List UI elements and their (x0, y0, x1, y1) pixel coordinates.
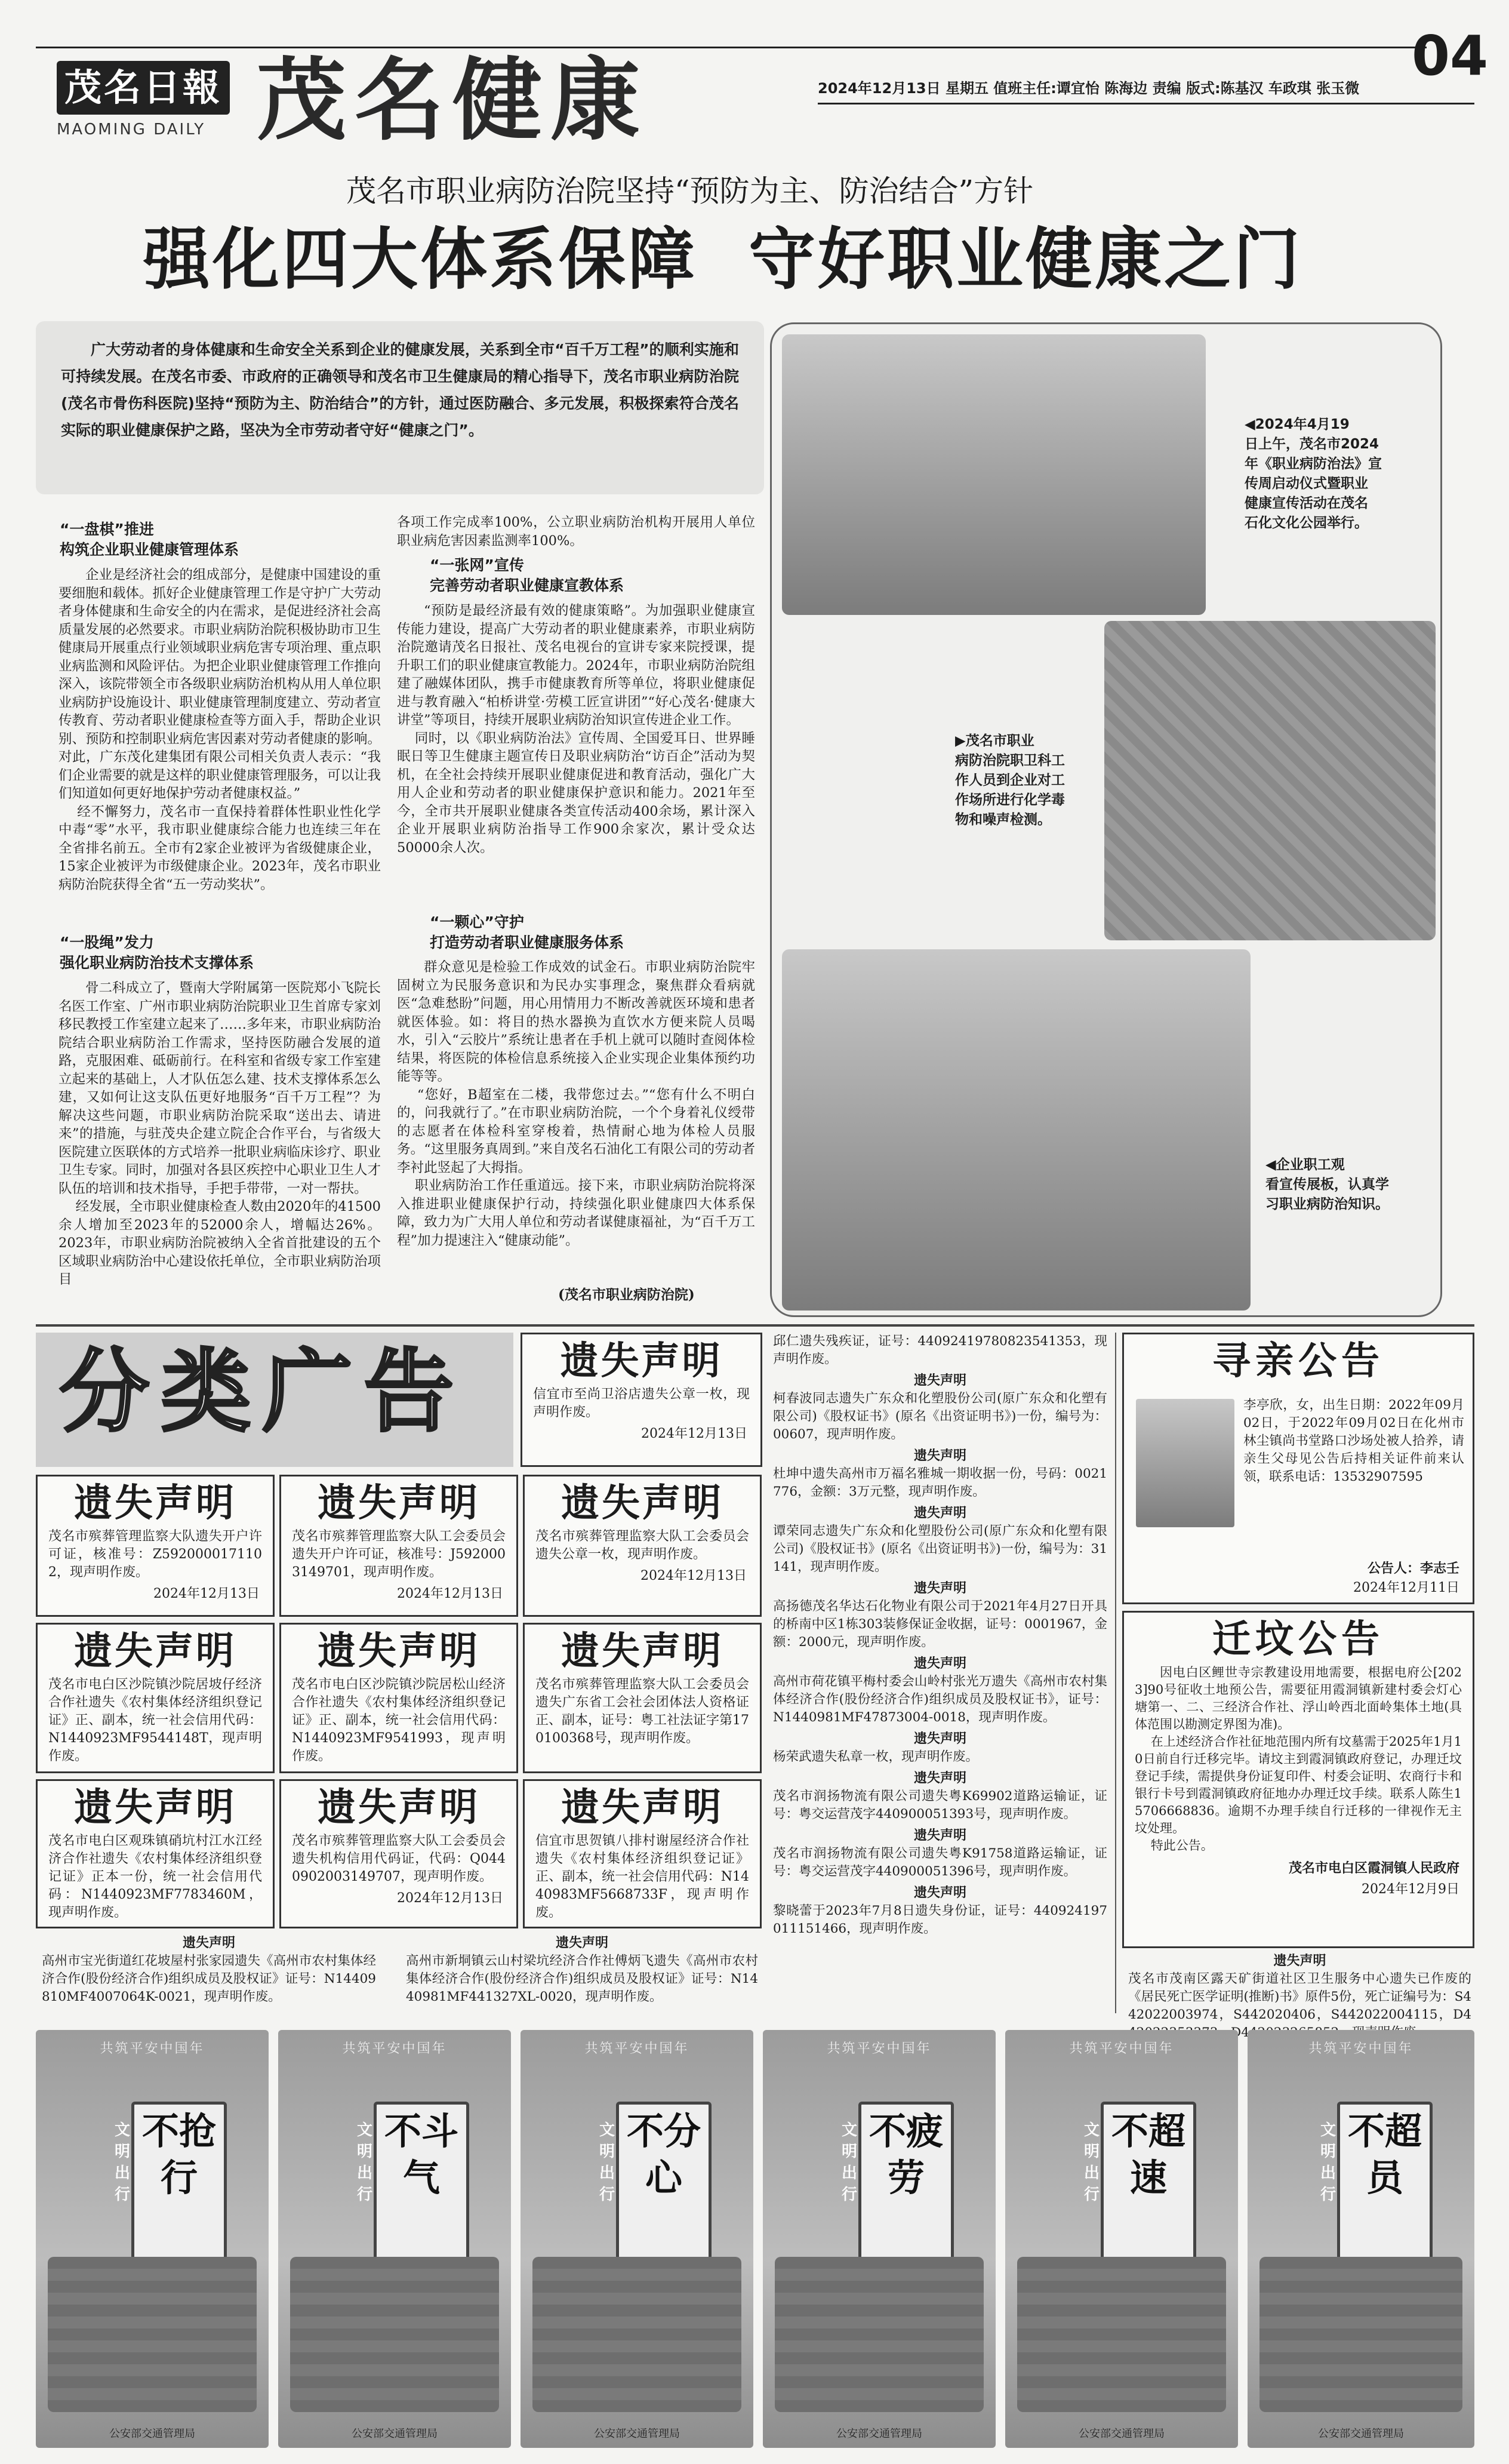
notice-grid-7 (36, 1779, 275, 1928)
grave-date: 2024年12月9日 (1362, 1882, 1459, 1897)
poster-top-text: 共筑平安中国年 (827, 2041, 932, 2056)
subhead-4: “一颗心”守护 打造劳动者职业健康服务体系 (430, 913, 624, 951)
column-divider (1115, 1333, 1116, 2013)
seek-body: 李亭欣，女，出生日期：2022年09月02日，于2022年09月02日在化州市林尘镇尚书堂路口沙场处被人拾养，请亲生父母见公告后持相关证件前来认领，联系电话：13532907595 (1243, 1398, 1464, 1484)
notice-body: 茂名市电白区沙院镇沙院居坡仔经济合作社遗失《农村集体经济组织登记证》正、副本，统一社会信用代码：N1440923MF9544148T，现声明作废。 (48, 1677, 262, 1764)
notice-body: 茂名市殡葬管理监察大队工会委员会遗失公章一枚，现声明作废。 (535, 1529, 749, 1562)
notice-title: 遗失声明 (561, 1481, 723, 1525)
middle-notice-body: 柯春波同志遗失广东众和化塑股份公司(原广东众和化塑有限公司)《股权证书》(原名《出资证明书》)一份，编号为：00607，现声明作废。 (773, 1391, 1107, 1442)
article-headline: 强化四大体系保障 守好职业健康之门 (143, 220, 1302, 299)
notice-date: 2024年12月13日 (153, 1586, 260, 1601)
poster-footer: 公安部交通管理局 (1079, 2428, 1165, 2440)
poster-top-text: 共筑平安中国年 (584, 2041, 689, 2056)
notice-bottom-title: 遗失声明 (182, 1936, 235, 1951)
subhead-3: “一张网”宣传 完善劳动者职业健康宣教体系 (430, 556, 624, 594)
header-rule (36, 47, 1427, 48)
notice-title: 遗失声明 (74, 1481, 236, 1525)
poster-top-text: 共筑平安中国年 (100, 2041, 205, 2056)
poster-word: 不超员 (1347, 2109, 1422, 2200)
poster-footer: 公安部交通管理局 (836, 2428, 922, 2440)
middle-notice-title: 遗失声明 (913, 1731, 966, 1746)
poster-scene (532, 2257, 741, 2412)
middle-notice-title: 遗失声明 (913, 1656, 966, 1671)
notice-bottom-title: 遗失声明 (555, 1936, 608, 1951)
notice-bottom-body: 高州市宝光街道红花坡屋村张家园遗失《高州市农村集体经济合作(股份经济合作)组织成员及股权证》证号：N14409810MF4007064K-0021，现声明作废。 (42, 1954, 376, 2004)
column-2b: “预防是最经济最有效的健康策略”。为加强职业健康宣传能力建设，提高广大劳动者的职业健康素养，市职业病防治院邀请茂名日报社、茂名电视台的宣讲专家来院授课，提升职工们的职业健康宣教能力。2024年，市职业病防治院组建了融媒体团队，携手市健康教育所等单位，将职业健康促进与教育融入“柏桥讲堂·劳模工匠宣讲团”“好心茂名·健康大讲堂”等项目，持续开展职业病防治知识宣传进企业工作。 同时，以《职业病防治法》宣传周、全国爱耳日、世界睡眠日等卫生健康主题宣传日及职业病防治“访百企”活动为契机，在全社会持续开展职业健康促进和教育活动，强化广大用人企业和劳动者的职业健康保护意识和能力。2021年至今，全市共开展职业健康各类宣传活动400余场，累计深入企业开展职业病防治指导工作900余家次，累计受众达50000余人次。 (397, 603, 755, 856)
middle-notice-8 (773, 1770, 1107, 1823)
notice-top (521, 1333, 762, 1467)
poster-word: 不抢行 (141, 2109, 216, 2200)
death-cert-body: 茂名市茂南区露天矿街道社区卫生服务中心遗失已作废的《居民死亡医学证明(推断)书》原件5份，死亡证编号为：S442022003974，S442020406，S442022004115，D4 D4 (1128, 1971, 1471, 2040)
notice-bottom-2 (406, 1934, 758, 2006)
notice-grid-1 (36, 1475, 275, 1617)
middle-notice-3 (773, 1447, 1107, 1501)
middle-notices (770, 1333, 1110, 2007)
notice-title: 遗失声明 (74, 1629, 236, 1674)
middle-notice-body: 杜坤中遗失高州市万福名雅城一期收据一份，号码：0021776，金额：3万元整，现声明作废。 (773, 1466, 1107, 1499)
grave-title: 迁坟公告 (1212, 1617, 1384, 1662)
section-divider (36, 1324, 1474, 1327)
poster-5 (1005, 2030, 1238, 2448)
middle-notice-body: 邱仁遗失残疾证，证号：44092419780823541353，现声明作废。 (773, 1334, 1107, 1367)
notice-grid-6 (523, 1623, 762, 1773)
date-line: 2024年12月13日 星期五 值班主任:谭宜怡 陈海边 责编 版式:陈基汉 车政琪 张玉微 (818, 80, 1360, 97)
notice-date: 2024年12月13日 (640, 1568, 747, 1583)
middle-notice-body: 谭荣同志遗失广东众和化塑股份公司(原广东众和化塑有限公司)《股权证书》(原名《出资证明书》)一份，编号为：31141，现声明作废。 (773, 1524, 1107, 1574)
poster-mini-text: 文明出行 (1320, 2121, 1336, 2204)
photo-ceremony (782, 334, 1206, 615)
middle-notice-body: 黎晓蕾于2023年7月8日遗失身份证，证号：440924197011151466，现声明作废。 (773, 1903, 1107, 1936)
middle-notice-body: 杨荣武遗失私章一枚，现声明作废。 (773, 1749, 979, 1764)
notice-date: 2024年12月13日 (397, 1586, 503, 1601)
middle-notice-body: 高州市荷花镇平梅村委会山岭村张光万遗失《高州市农村集体经济合作(股份经济合作)组织成员及股权证书》，证号：N1440981MF47873004-0018，现声明作废。 (773, 1674, 1107, 1725)
poster-footer: 公安部交通管理局 (594, 2428, 680, 2440)
notice-title: 遗失声明 (560, 1339, 723, 1383)
notice-grid-2 (279, 1475, 518, 1617)
middle-notice-9 (773, 1827, 1107, 1881)
middle-notice-title: 遗失声明 (913, 1581, 966, 1596)
subhead-1: “一盘棋”推进 构筑企业职业健康管理体系 (60, 521, 239, 558)
lead-text: 广大劳动者的身体健康和生命安全关系到企业的健康发展，关系到全市“百千万工程”的顺利实施和可持续发展。在茂名市委、市政府的正确领导和茂名市卫生健康局的精心指导下，茂名市职业病防治院(茂名市骨伤科医院)坚持“预防为主、防治结合”的方针，通过医防融合、多元发展，积极探索符合茂名实际的职业健康保护之路，坚决为全市劳动者守好“健康之门”。 (61, 341, 739, 439)
poster-4 (763, 2030, 996, 2448)
article-byline: (茂名市职业病防治院) (558, 1287, 695, 1303)
column-2c: 群众意见是检验工作成效的试金石。市职业病防治院牢固树立为民服务意识和为民办实事理念，聚焦群众看病就医“急难愁盼”问题，用心用情用力不断改善就医环境和患者就医体验。如：将目的热水器换为直饮水方便来院人员喝水，引入“云胶片”系统让患者在手机上就可以随时查阅体检结果，将医院的体检信息系统接入企业实现企业集体预约功能等等。 “您好，B超室在二楼，我带您过去。”“您有什么不明白的，问我就行了。”在市职业病防治院，一个个身着礼仪绶带的志愿者在体检科室穿梭着，热情耐心地为体检人员服务。“这里服务真周到。”来自茂名石油化工有限公司的劳动者李衬此竖起了大拇指。 职业病防治工作任重道远。接下来，市职业病防治院将深入推进职业健康保护行动，持续强化职业健康四大体系保障，致力为广大用人单位和劳动者谋健康福祉，为“百千万工程”加力提速注入“健康动能”。 (397, 959, 755, 1248)
middle-notice-body: 茂名市润扬物流有限公司遗失粤K69902道路运输证，证号：粤交运营茂字440900051393号，现声明作废。 (773, 1789, 1107, 1822)
notice-grid-4 (36, 1623, 275, 1773)
middle-notice-10 (773, 1884, 1107, 1938)
middle-notice-title: 遗失声明 (913, 1771, 966, 1786)
header-rule-bottom (818, 103, 1474, 104)
middle-notice-5 (773, 1580, 1107, 1651)
middle-notice-title: 遗失声明 (913, 1828, 966, 1843)
poster-mini-text: 文明出行 (356, 2121, 372, 2204)
poster-1 (36, 2030, 269, 2448)
column-1b: 骨二科成立了，暨南大学附属第一医院郑小飞院长名医工作室、广州市职业病防治院职业卫生首席专家刘移民教授工作室建立起来了……多年来，市职业病防治院结合职业病防治工作需求，坚持医防融合发展的道路，克服困难、砥砺前行。在科室和省级专家工作室建立起来的基础上，人才队伍怎么建、技术支撑体系怎么建，又如何让这支队伍更好地服务“百千万工程”？为解决这些问题，市职业病防治院采取“送出去、请进来”的措施，与驻茂央企建立院企合作平台，与省级大医院建立医联体的方式培养一批职业病临床诊疗、职业卫生专家。同时，加强对各县区疾控中心职业卫生人才队伍的培训和技术指导，手把手带带，一对一帮扶。 经发展，全市职业健康检查人数由2020年的41500余人增加至2023年的52000余人，增幅达26%。2023年，市职业病防治院被纳入全省首批建设的五个区域职业病防治中心建设依托单位，全市职业病防治项目 (58, 980, 381, 1287)
poster-footer: 公安部交通管理局 (1318, 2428, 1404, 2440)
middle-notice-title: 遗失声明 (913, 1373, 966, 1388)
middle-notice-title: 遗失声明 (913, 1885, 966, 1900)
photo-inspection (1104, 621, 1436, 940)
notice-body: 茂名市殡葬管理监察大队工会委员会遗失开户许可证，核准号：J5920003149701，现声明作废。 (292, 1529, 506, 1580)
notice-body: 茂名市殡葬管理监察大队工会委员会遗失广东省工会社会团体法人资格证正、副本，证号：粤工社法证字第170100368号，现声明作废。 (535, 1677, 749, 1746)
grave-relocation-notice (1122, 1611, 1474, 1948)
notice-body: 信宜市至尚卫浴店遗失公章一枚，现声明作废。 (533, 1387, 750, 1420)
poster-word: 不疲劳 (869, 2109, 943, 2200)
middle-notice-1 (773, 1333, 1107, 1368)
poster-mini-text: 文明出行 (599, 2121, 615, 2204)
poster-top-text: 共筑平安中国年 (1069, 2041, 1174, 2056)
death-cert-title: 遗失声明 (1273, 1954, 1326, 1968)
notice-bottom-body: 高州市新垌镇云山村梁坑经济合作社傅炳飞遗失《高州市农村集体经济合作(股份经济合作)组织成员及股权证》证号：N1440981MF441327XL-0020，现声明作废。 (406, 1954, 758, 2004)
poster-scene (48, 2257, 257, 2412)
notice-title: 遗失声明 (74, 1786, 236, 1830)
seek-date: 2024年12月11日 (1353, 1580, 1459, 1595)
notice-bottom-1 (42, 1934, 376, 2006)
middle-notice-title: 遗失声明 (913, 1506, 966, 1521)
middle-notice-4 (773, 1505, 1107, 1576)
photo-exhibition (782, 949, 1251, 1311)
grave-org: 茂名市电白区霞洞镇人民政府 (1288, 1860, 1459, 1876)
logo-english: MAOMING DAILY (57, 121, 206, 139)
poster-footer: 公安部交通管理局 (109, 2428, 195, 2440)
death-cert-notice (1128, 1952, 1471, 2042)
middle-notice-body: 茂名市润扬物流有限公司遗失粤K91758道路运输证，证号：粤交运营茂字440900051396号，现声明作废。 (773, 1846, 1107, 1879)
logo-text: 茂名日報 (64, 66, 222, 109)
logo-block (57, 61, 230, 115)
poster-word: 不斗气 (384, 2109, 458, 2200)
notice-date: 2024年12月13日 (641, 1426, 747, 1441)
caption-2: ▶茂名市职业 病防治院职卫科工 作人员到企业对工 作场所进行化学毒 物和噪声检测。 (955, 733, 1065, 828)
poster-6 (1248, 2030, 1474, 2448)
middle-notice-title: 遗失声明 (913, 1448, 966, 1463)
ads-banner (36, 1333, 513, 1467)
middle-notice-6 (773, 1655, 1107, 1727)
poster-top-text: 共筑平安中国年 (342, 2041, 447, 2056)
section-title: 茂名健康 (257, 49, 649, 153)
poster-scene (775, 2257, 984, 2412)
notice-body: 茂名市电白区观珠镇硝坑村江水江经济合作社遗失《农村集体经济组织登记证》正本一份，统一社会信用代码：N1440923MF7783460M，现声明作废。 (48, 1834, 262, 1920)
seek-title: 寻亲公告 (1212, 1339, 1384, 1383)
caption-1: ◀2024年4月19 日上午，茂名市2024 年《职业病防治法》宣 传周启动仪式暨职业 健康宣传活动在茂名 石化文化公园举行。 (1245, 417, 1382, 531)
notice-body: 信宜市思贺镇八排村谢屋经济合作社遗失《农村集体经济组织登记证》正、副本，统一社会信用代码：N1440983MF5668733F，现声明作废。 (535, 1834, 749, 1920)
middle-notice-7 (773, 1730, 1107, 1766)
notice-title: 遗失声明 (561, 1786, 723, 1830)
middle-notice-body: 高扬德茂名华达石化物业有限公司于2021年4月27日开具的桥南中区1栋303装修保证金收据，证号：0001967，金额：2000元，现声明作废。 (773, 1599, 1107, 1650)
poster-3 (521, 2030, 753, 2448)
subhead-2: “一股绳”发力 强化职业病防治技术支撑体系 (60, 934, 254, 971)
poster-mini-text: 文明出行 (114, 2121, 130, 2204)
poster-top-text: 共筑平安中国年 (1308, 2041, 1413, 2056)
notice-grid-9 (523, 1779, 762, 1928)
notice-body: 茂名市电白区沙院镇沙院居松山经济合作社遗失《农村集体经济组织登记证》正、副本，统一社会信用代码：N1440923MF9541993，现声明作废。 (292, 1677, 506, 1764)
notice-grid-8 (279, 1779, 518, 1928)
caption-3: ◀企业职工观 看宣传展板，认真学 习职业病防治知识。 (1265, 1157, 1389, 1212)
column-1a: 企业是经济社会的组成部分，是健康中国建设的重要细胞和载体。抓好企业健康管理工作是守护广大劳动者身体健康和生命安全的内在需求，是促进经济社会高质量发展的必然要求。市职业病防治院积极协助市卫生健康局开展重点行业领域职业病危害专项治理、重点职业病监测和风险评估。为把企业职业健康管理工作推向深入，该院带领全市各级职业病防治机构从用人单位职业病防护设施设计、职业健康管理制度建立、劳动者宣传教育、劳动者职业健康检查等方面入手，帮助企业识别、预防和控制职业病危害因素对劳动者健康的影响。对此，广东茂化建集团有限公司相关负责人表示：“我们企业需要的就是这样的职业健康管理服务，可以让我们知道如何更好地保护劳动者健康权益。” 经不懈努力，茂名市一直保持着群体性职业性化学中毒“零”水平，我市职业健康综合能力也连续三年在全省排名前五。全市有2家企业被评为省级健康企业，15家企业被评为市级健康企业。2023年，茂名市职业病防治院获得全省“五一劳动奖状”。 (58, 567, 381, 893)
column-2a: 各项工作完成率100%，公立职业病防治机构开展用人单位职业病危害因素监测率100%。 (397, 515, 755, 549)
seek-sign: 公告人：李志壬 (1367, 1561, 1459, 1576)
notice-title: 遗失声明 (318, 1786, 480, 1830)
lead-box (36, 321, 764, 494)
notice-title: 遗失声明 (318, 1629, 480, 1674)
poster-mini-text: 文明出行 (841, 2121, 857, 2204)
poster-mini-text: 文明出行 (1083, 2121, 1100, 2204)
page-number: 04 (1412, 24, 1489, 88)
notice-date: 2024年12月13日 (397, 1891, 503, 1906)
seek-relative-notice (1122, 1333, 1474, 1604)
poster-2 (278, 2030, 511, 2448)
poster-scene (1017, 2257, 1226, 2412)
poster-word: 不分心 (626, 2109, 701, 2200)
notice-body: 茂名市殡葬管理监察大队工会委员会遗失机构信用代码证，代码：Q0440902003149707，现声明作废。 (292, 1834, 506, 1884)
middle-notice-2 (773, 1372, 1107, 1444)
poster-scene (1259, 2257, 1462, 2412)
notice-title: 遗失声明 (318, 1481, 480, 1525)
article-kicker: 茂名市职业病防治院坚持“预防为主、防治结合”方针 (346, 174, 1034, 208)
notice-body: 茂名市殡葬管理监察大队遗失开户许可证，核准号：Z5920000171102，现声明作废。 (48, 1529, 262, 1580)
poster-scene (290, 2257, 499, 2412)
notice-grid-5 (279, 1623, 518, 1773)
ads-banner-text: 分类广告 (60, 1340, 466, 1444)
child-photo (1136, 1399, 1234, 1527)
notice-title: 遗失声明 (561, 1629, 723, 1674)
grave-body: 因电白区鲤世寺宗教建设用地需要，根据电府公[2023]90号征收土地预公告，需要征用霞洞镇新建村委会灯心塘第一、二、三经济合作社、浮山岭西北面岭集体土地(具体范围以勘测定界图为准)。 在上述经济合作社征地范围内所有坟墓需于2025年1月10日前自行迁移完毕。请坟主到霞洞镇政府登记，办理迁坟登记手续，需提供身份证复印件、村委会证明、农商行卡和银行卡号到霞洞镇政府征地办办理迁坟手续。联系人陈生15706668836。逾期不办理手续自行迁移的一律视作无主坟处理。 特此公告。 (1135, 1665, 1462, 1853)
poster-word: 不超速 (1111, 2109, 1185, 2200)
poster-footer: 公安部交通管理局 (352, 2428, 438, 2440)
notice-grid-3 (523, 1475, 762, 1617)
